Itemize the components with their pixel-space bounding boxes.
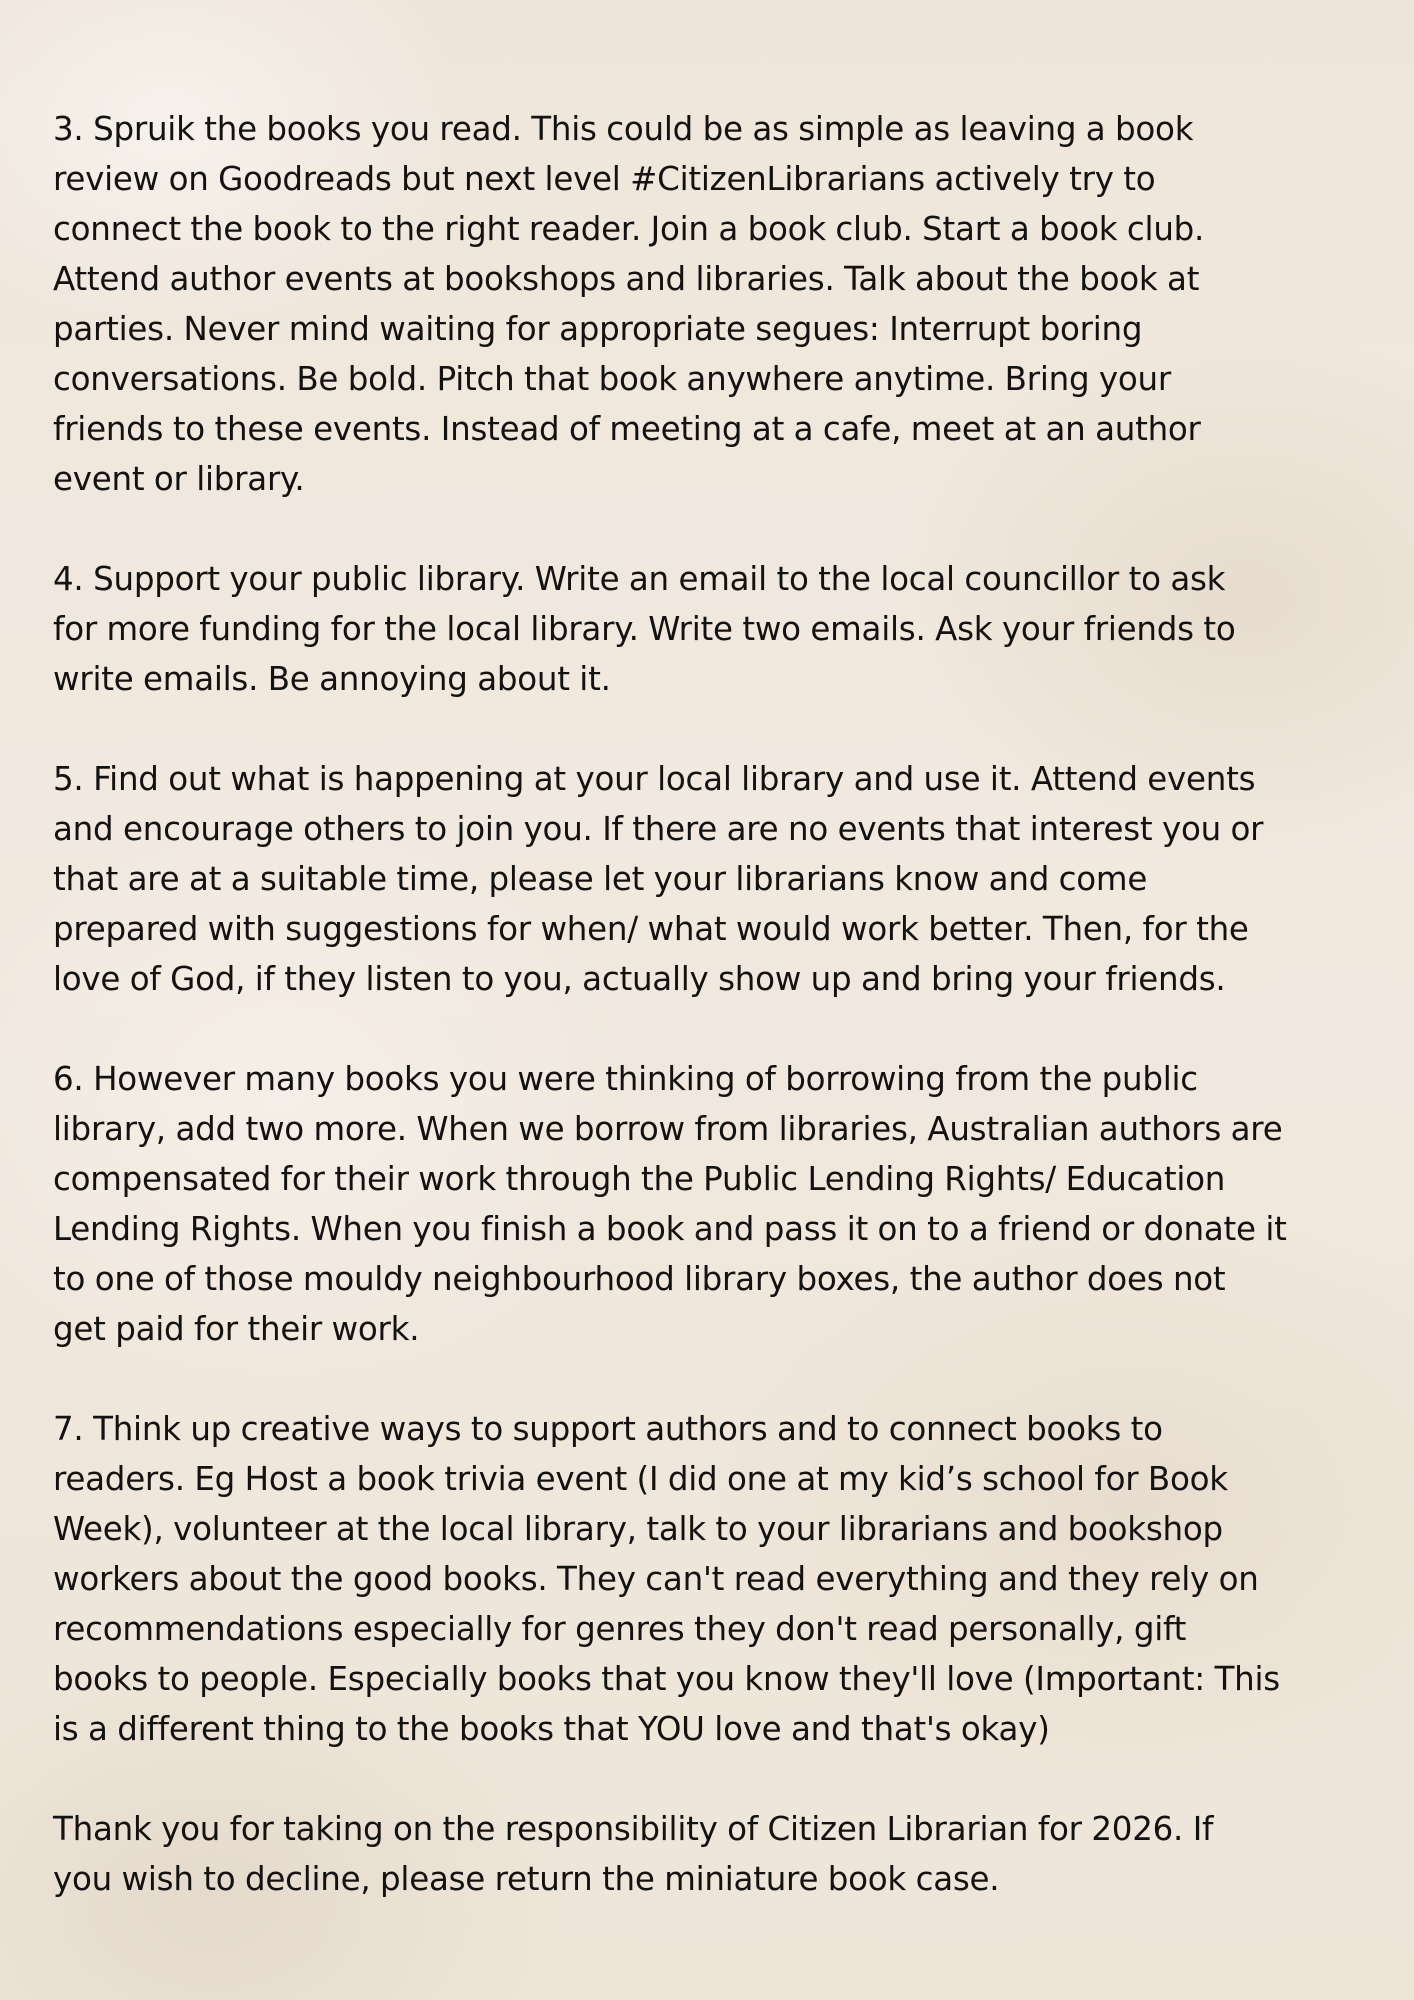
paragraph-7-creative-ways: 7. Think up creative ways to support authors and to connect books to readers. Eg Host a book trivia event (I did one at my kid’s school for Book Week), volunteer at the local library, talk to your librarians and bookshop workers about the good books. They can't read everything and they rely on recommendations especially for genres they don't read personally, gift books to people. Especially books that you know they'll love (Important: This is a different thing to the books that YOU love and that's okay) bbox=[53, 1410, 1280, 1748]
paragraph-4-support-library: 4. Support your public library. Write an email to the local councillor to ask for more funding for the local library. Write two emails. Ask your friends to write emails. Be annoying about it. bbox=[53, 560, 1236, 698]
paragraph-3-spruik: 3. Spruik the books you read. This could be as simple as leaving a book review on Goodreads but next level #CitizenLibrarians actively try to connect the book to the right reader. Join a book club. Start a book club. Attend author events at bookshops and libraries. Talk about the book at parties. Never mind waiting for appropriate segues: Interrupt boring conversations. Be bold. Pitch that book anywhere anytime. Bring your friends to these events. Instead of meeting at a cafe, meet at an author event or library. bbox=[53, 110, 1205, 498]
closing-paragraph: Thank you for taking on the responsibility of Citizen Librarian for 2026. If you wish to decline, please return the miniature book case. bbox=[53, 1810, 1214, 1898]
paragraph-6-borrow-books: 6. However many books you were thinking of borrowing from the public library, add two more. When we borrow from libraries, Australian authors are compensated for their work through the Public Lending Rights/ Education Lending Rights. When you finish a book and pass it on to a friend or donate it to one of those mouldy neighbourhood library boxes, the author does not get paid for their work. bbox=[53, 1060, 1287, 1348]
paragraph-5-library-events: 5. Find out what is happening at your local library and use it. Attend events and encourage others to join you. If there are no events that interest you or that are at a suitable time, please let your librarians know and come prepared with suggestions for when/ what would work better. Then, for the love of God, if they listen to you, actually show up and bring your friends. bbox=[53, 760, 1264, 998]
